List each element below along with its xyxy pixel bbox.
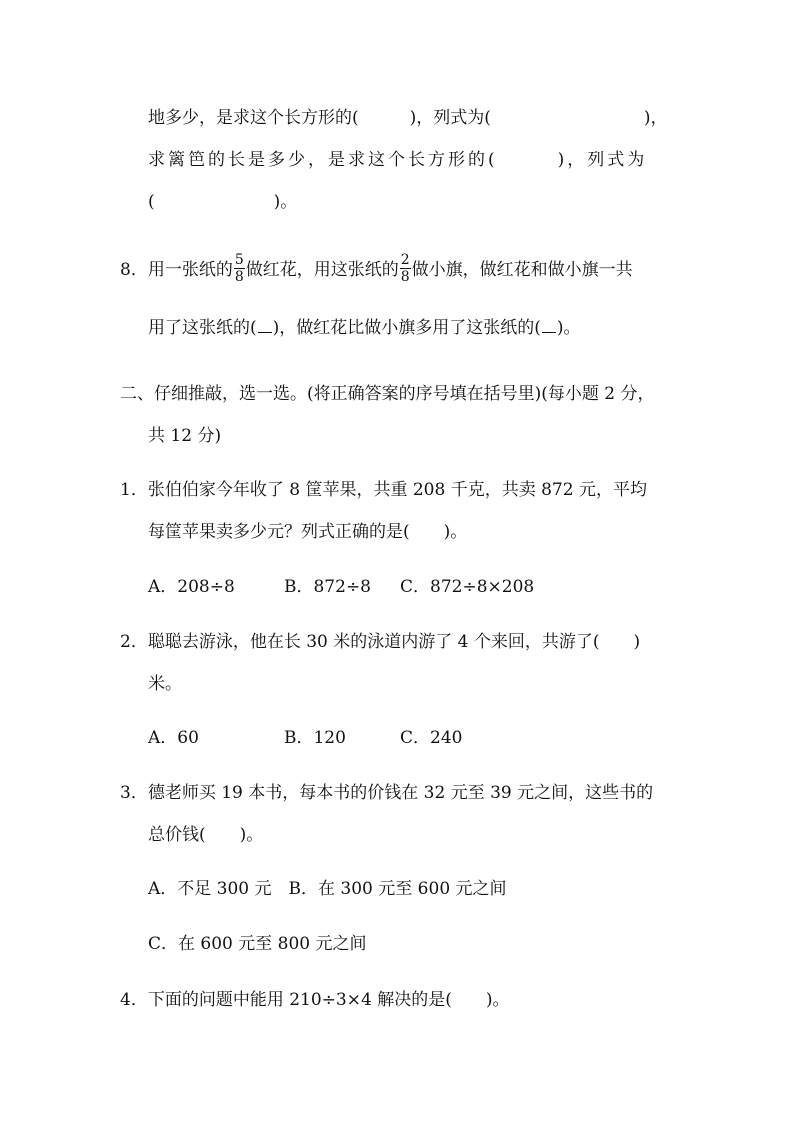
q8-text-c: )。 <box>556 318 581 338</box>
problem-3-option-c: C．在 600 元至 800 元之间 <box>148 934 367 954</box>
problem-1-text: 1．张伯伯家今年收了 8 筐苹果，共重 208 千克，共卖 872 元，平均 <box>120 480 647 500</box>
question-8-line-1 <box>120 254 633 287</box>
q8-text-b: )，做红花比做小旗多用了这张纸的( <box>272 318 541 338</box>
question-8-line-2 <box>148 316 581 340</box>
problem-1-text-cont: 每筐苹果卖多少元？列式正确的是( )。 <box>148 522 468 542</box>
q8-text-a: 用了这张纸的( <box>148 318 257 338</box>
fraction-five-eighths <box>234 252 245 285</box>
problem-2-text: 2．聪聪去游泳，他在长 30 米的泳道内游了 4 个来回，共游了( ) <box>120 632 641 652</box>
fraction-denominator: 8 <box>400 269 410 285</box>
text-line: 求篱笆的长是多少，是求这个长方形的( )，列式为 <box>148 150 648 170</box>
section-2-heading-cont: 共 12 分) <box>148 426 222 446</box>
problem-1-option-c: C．872÷8×208 <box>400 577 535 597</box>
fraction-numerator: 2 <box>400 252 410 268</box>
q8-prefix: 8．用一张纸的 <box>120 260 233 280</box>
problem-3-text: 3．德老师买 19 本书，每本书的价钱在 32 元至 39 元之间，这些书的 <box>120 783 654 803</box>
problem-2-option-b: B．120 <box>284 728 346 748</box>
answer-blank <box>542 320 556 333</box>
section-2-heading: 二、仔细推敲，选一选。(将正确答案的序号填在括号里)(每小题 2 分， <box>120 384 655 404</box>
problem-2-option-c: C．240 <box>400 728 463 748</box>
problem-4-text: 4．下面的问题中能用 210÷3×4 解决的是( )。 <box>120 990 510 1010</box>
problem-2-text-cont: 米。 <box>148 674 182 694</box>
fraction-denominator: 8 <box>234 269 244 285</box>
text-line: 地多少，是求这个长方形的( )，列式为( )， <box>148 108 668 128</box>
problem-3-options-ab: A．不足 300 元 B．在 300 元至 600 元之间 <box>148 879 507 899</box>
q8-suffix: 做小旗，做红花和做小旗一共 <box>411 260 633 280</box>
fraction-two-eighths <box>400 252 411 285</box>
answer-blank <box>258 320 272 333</box>
problem-3-text-cont: 总价钱( )。 <box>148 825 264 845</box>
problem-2-option-a: A．60 <box>148 728 199 748</box>
fraction-numerator: 5 <box>234 252 244 268</box>
problem-1-option-a: A．208÷8 <box>148 577 235 597</box>
problem-1-option-b: B．872÷8 <box>284 577 372 597</box>
text-line: ( )。 <box>148 192 298 212</box>
q8-mid: 做红花，用这张纸的 <box>245 260 399 280</box>
